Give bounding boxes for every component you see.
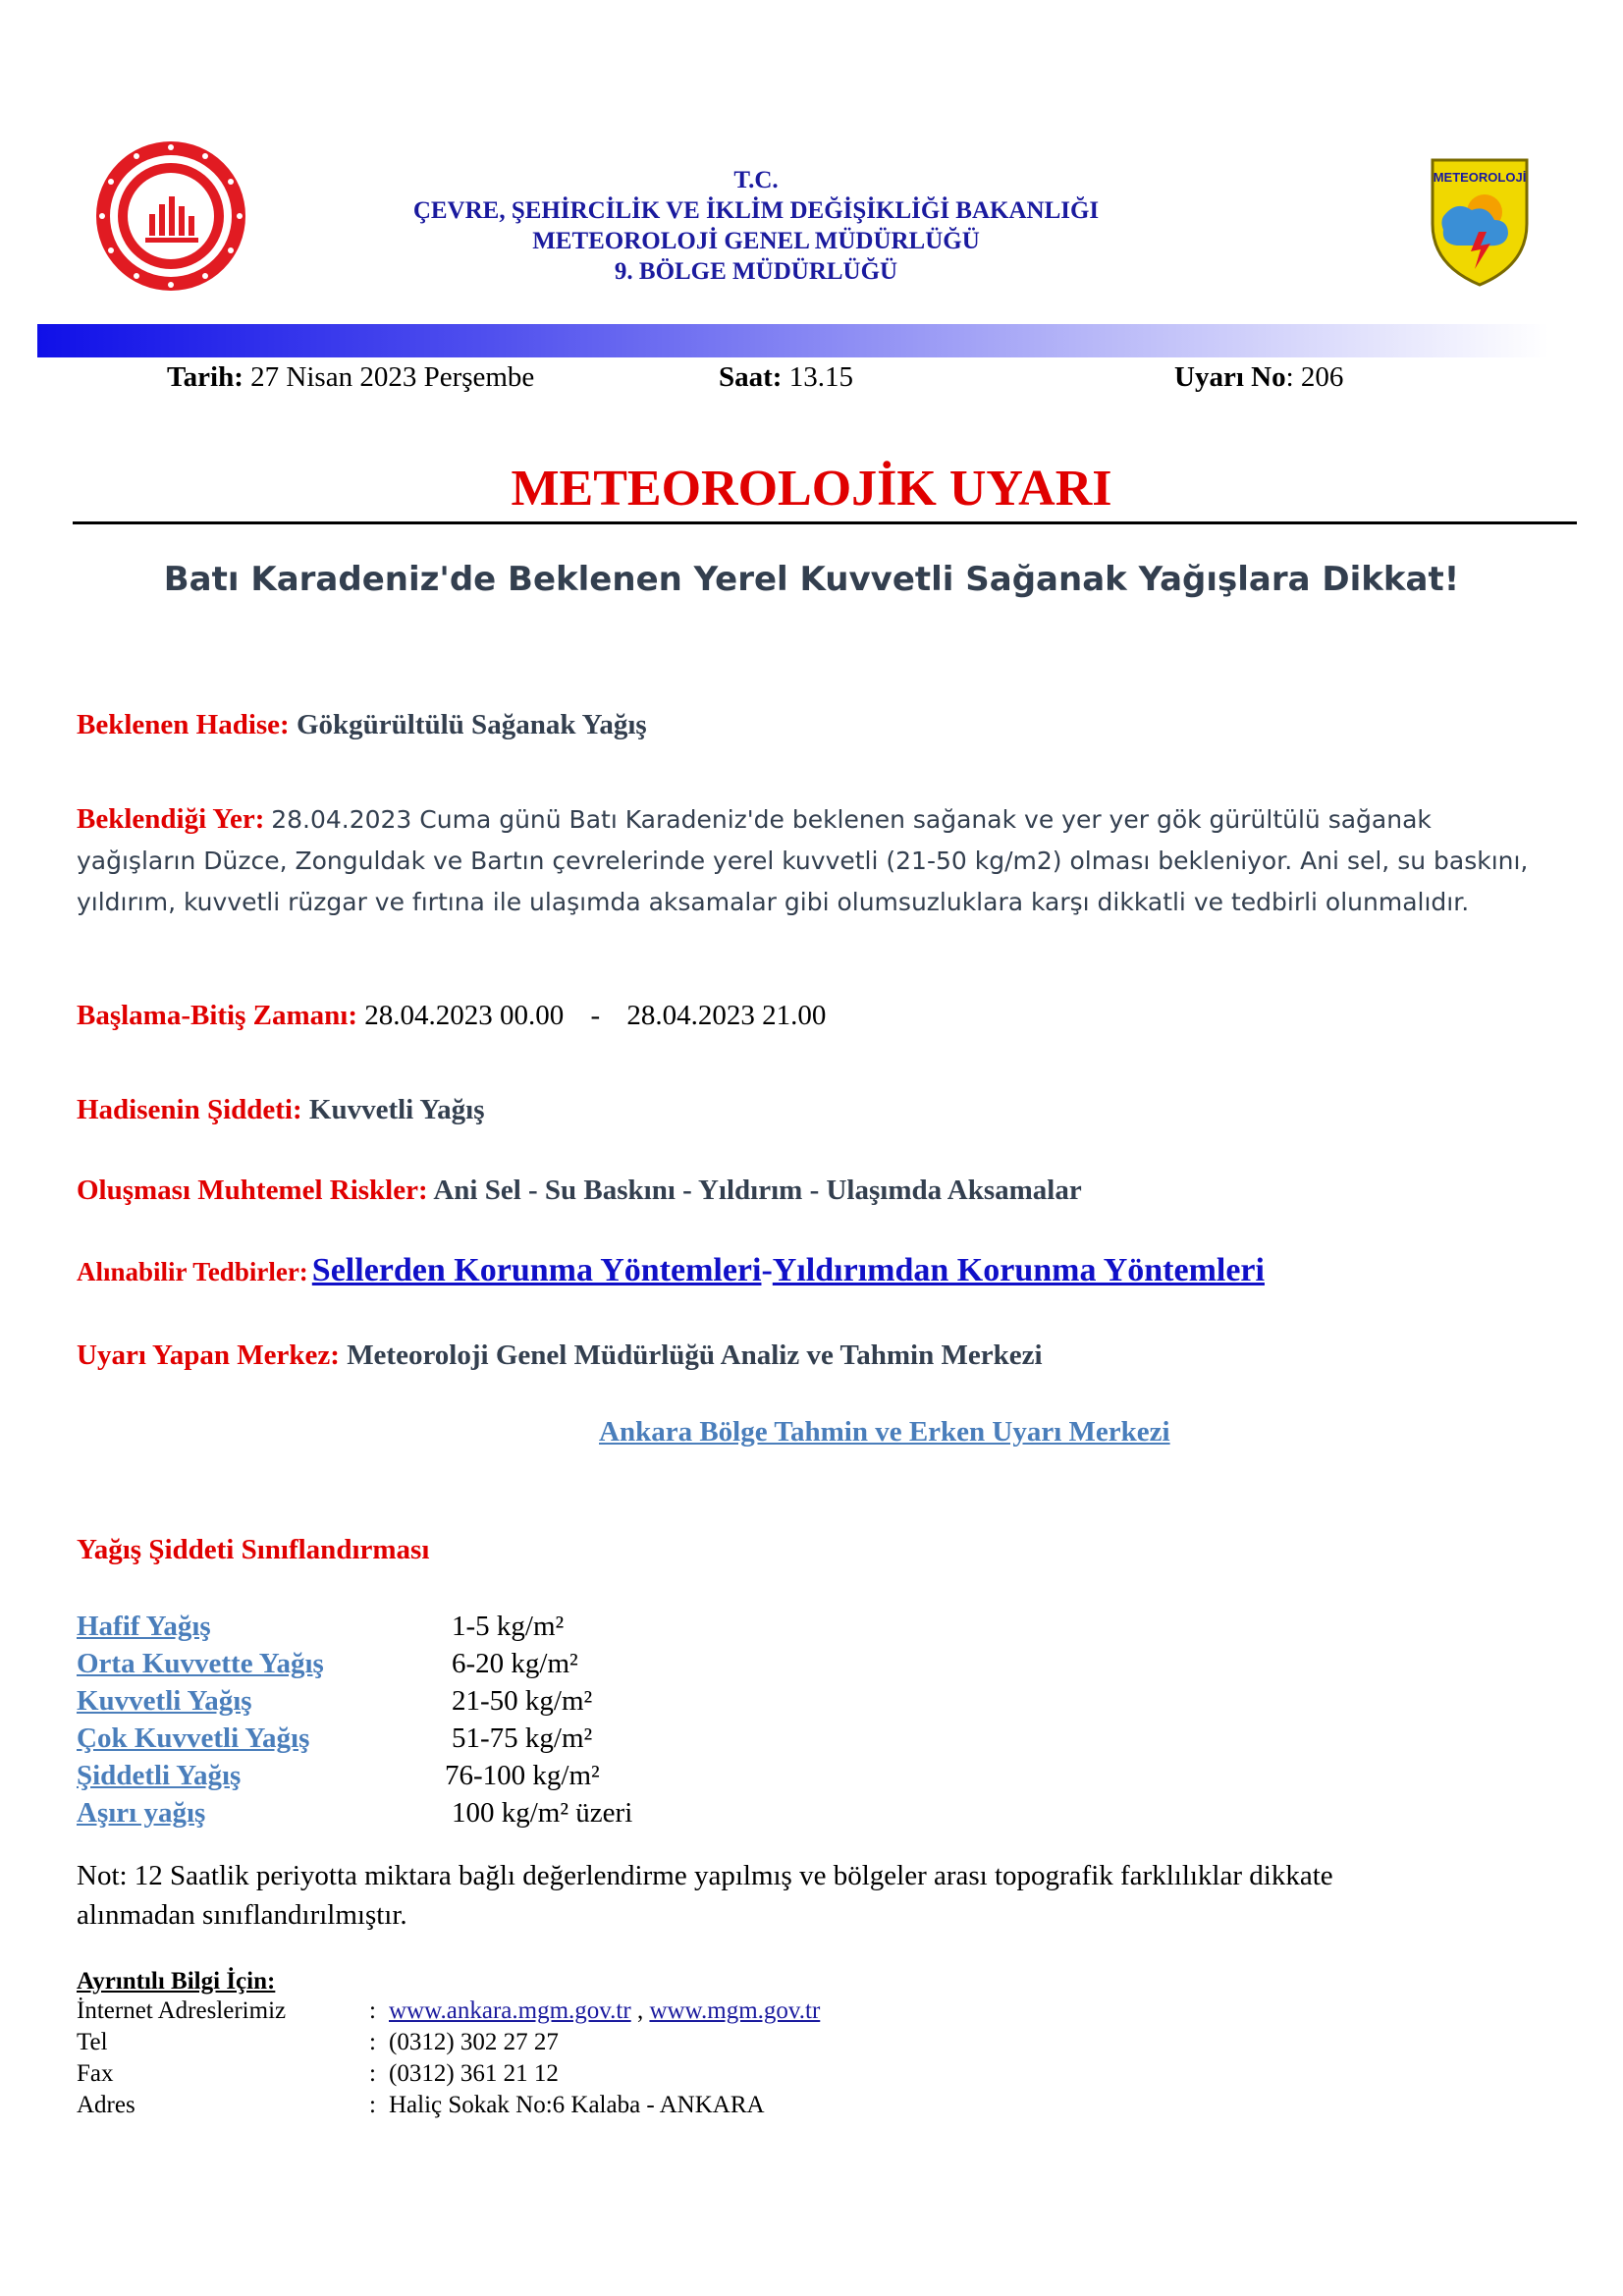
severity-row [77,1094,484,1126]
classification-note-2: alınmadan sınıflandırılmıştır. [77,1899,407,1931]
internet-separator: : [369,1997,376,2024]
time-range-row [77,1000,826,1032]
classification-note-1: Not: 12 Saatlik periyotta miktara bağlı değerlendirme yapılmış ve bölgeler arası topografik farklılıklar dikkate [77,1860,1333,1891]
classification-name[interactable]: Hafif Yağış [77,1611,211,1642]
classification-name[interactable]: Şiddetli Yağış [77,1760,242,1791]
location-text-1: 28.04.2023 Cuma günü Batı Karadeniz'de beklenen sağanak ve yer yer gök gürültülü sağanak [271,805,1432,834]
contact-fax-row [77,2060,960,2092]
title-underline [73,521,1577,524]
page-title: METEOROLOJİK UYARI [511,461,1112,517]
location-label: Beklendiği Yer: [77,803,265,835]
ankara-website-link[interactable]: www.ankara.mgm.gov.tr [389,1997,631,2024]
header-divider-bar [37,324,1549,357]
date-value: 27 Nisan 2023 Perşembe [250,361,535,393]
event-row [77,709,647,741]
fax-label: Fax [77,2060,114,2087]
tel-label: Tel [77,2029,108,2055]
time-value: 13.15 [788,361,853,393]
measures-row [77,1252,1265,1289]
classification-value: 76-100 kg/m² [445,1760,600,1791]
internet-label: İnternet Adreslerimiz [77,1997,287,2024]
header-directorate: METEOROLOJİ GENEL MÜDÜRLÜĞÜ [532,228,980,254]
date-row [167,361,534,394]
contact-address-row [77,2092,960,2123]
classification-title: Yağış Şiddeti Sınıflandırması [77,1534,430,1565]
address-separator: : [369,2092,376,2118]
time-row [719,361,853,394]
date-label: Tarih: [167,361,243,393]
classification-row [77,1685,862,1722]
location-text-3: yıldırım, kuvvetli rüzgar ve fırtına ile ulaşımda aksamalar gibi olumsuzluklara karşı dikkatli ve tedbirli olunmalıdır. [77,888,1470,916]
classification-row [77,1760,862,1797]
time-label: Saat: [719,361,783,393]
header-tc: T.C. [733,167,779,193]
risks-label: Oluşması Muhtemel Riskler: [77,1175,428,1206]
fax-separator: : [369,2060,376,2087]
internet-comma: , [636,1997,644,2024]
header-ministry: ÇEVRE, ŞEHİRCİLİK VE İKLİM DEĞİŞİKLİĞİ BAKANLIĞI [412,197,1100,224]
ministry-seal-logo [92,137,249,295]
lightning-protection-link[interactable]: Yıldırımdan Korunma Yöntemleri [772,1252,1265,1288]
location-text-2: yağışların Düzce, Zonguldak ve Bartın çevrelerinde yerel kuvvetli (21-50 kg/m2) olması bekleniyor. Ani sel, su baskını, [77,847,1529,875]
severity-value: Kuvvetli Yağış [308,1094,485,1125]
meteorology-logo [1428,155,1532,289]
subtitle: Batı Karadeniz'de Beklenen Yerel Kuvvetli Sağanak Yağışlara Dikkat! [163,560,1460,599]
severity-label: Hadisenin Şiddeti: [77,1094,302,1125]
time-range-label: Başlama-Bitiş Zamanı: [77,1000,357,1031]
tel-separator: : [369,2029,376,2055]
flood-protection-link[interactable]: Sellerden Korunma Yöntemleri [311,1252,762,1288]
contact-title: Ayrıntılı Bilgi İçin: [77,1968,276,1995]
risks-row [77,1175,1082,1207]
address-label: Adres [77,2092,135,2118]
event-value: Gökgürültülü Sağanak Yağış [296,709,647,740]
risks-value: Ani Sel - Su Baskını - Yıldırım - Ulaşımda Aksamalar [433,1175,1082,1206]
center-value: Meteoroloji Genel Müdürlüğü Analiz ve Tahmin Merkezi [347,1339,1043,1371]
classification-row [77,1797,862,1834]
classification-name[interactable]: Çok Kuvvetli Yağış [77,1722,310,1754]
measures-label: Alınabilir Tedbirler: [77,1257,308,1286]
classification-value: 21-50 kg/m² [452,1685,593,1717]
warning-no-row [1174,361,1343,394]
classification-value: 6-20 kg/m² [452,1648,578,1679]
classification-name[interactable]: Orta Kuvvette Yağış [77,1648,324,1679]
svg-text:METEOROLOJİ: METEOROLOJİ [1433,170,1527,185]
center-row [77,1339,1043,1372]
time-range-end: 28.04.2023 21.00 [626,1000,827,1031]
classification-row [77,1648,862,1685]
warning-no-label: Uyarı No [1174,361,1286,393]
classification-name[interactable]: Kuvvetli Yağış [77,1685,252,1717]
address-value: Haliç Sokak No:6 Kalaba - ANKARA [389,2092,765,2118]
fax-value: (0312) 361 21 12 [389,2060,559,2087]
time-range-start: 28.04.2023 00.00 [364,1000,565,1031]
time-range-dash: - [590,1000,601,1031]
event-label: Beklenen Hadise: [77,709,290,740]
classification-row [77,1722,862,1760]
tel-value: (0312) 302 27 27 [389,2029,559,2055]
classification-name[interactable]: Aşırı yağış [77,1797,206,1829]
measures-dash: - [761,1252,773,1288]
location-line-1 [77,803,1432,836]
header-region: 9. BÖLGE MÜDÜRLÜĞÜ [614,258,898,285]
contact-internet-row [77,1997,960,2029]
warning-no-value: : 206 [1285,361,1344,393]
mgm-website-link[interactable]: www.mgm.gov.tr [649,1997,821,2024]
classification-value: 51-75 kg/m² [452,1722,593,1754]
classification-row [77,1611,862,1648]
classification-value: 100 kg/m² üzeri [452,1797,633,1829]
classification-value: 1-5 kg/m² [452,1611,565,1642]
contact-tel-row [77,2029,960,2060]
center-label: Uyarı Yapan Merkez: [77,1339,340,1371]
ankara-center-link[interactable]: Ankara Bölge Tahmin ve Erken Uyarı Merkezi [599,1416,1170,1448]
